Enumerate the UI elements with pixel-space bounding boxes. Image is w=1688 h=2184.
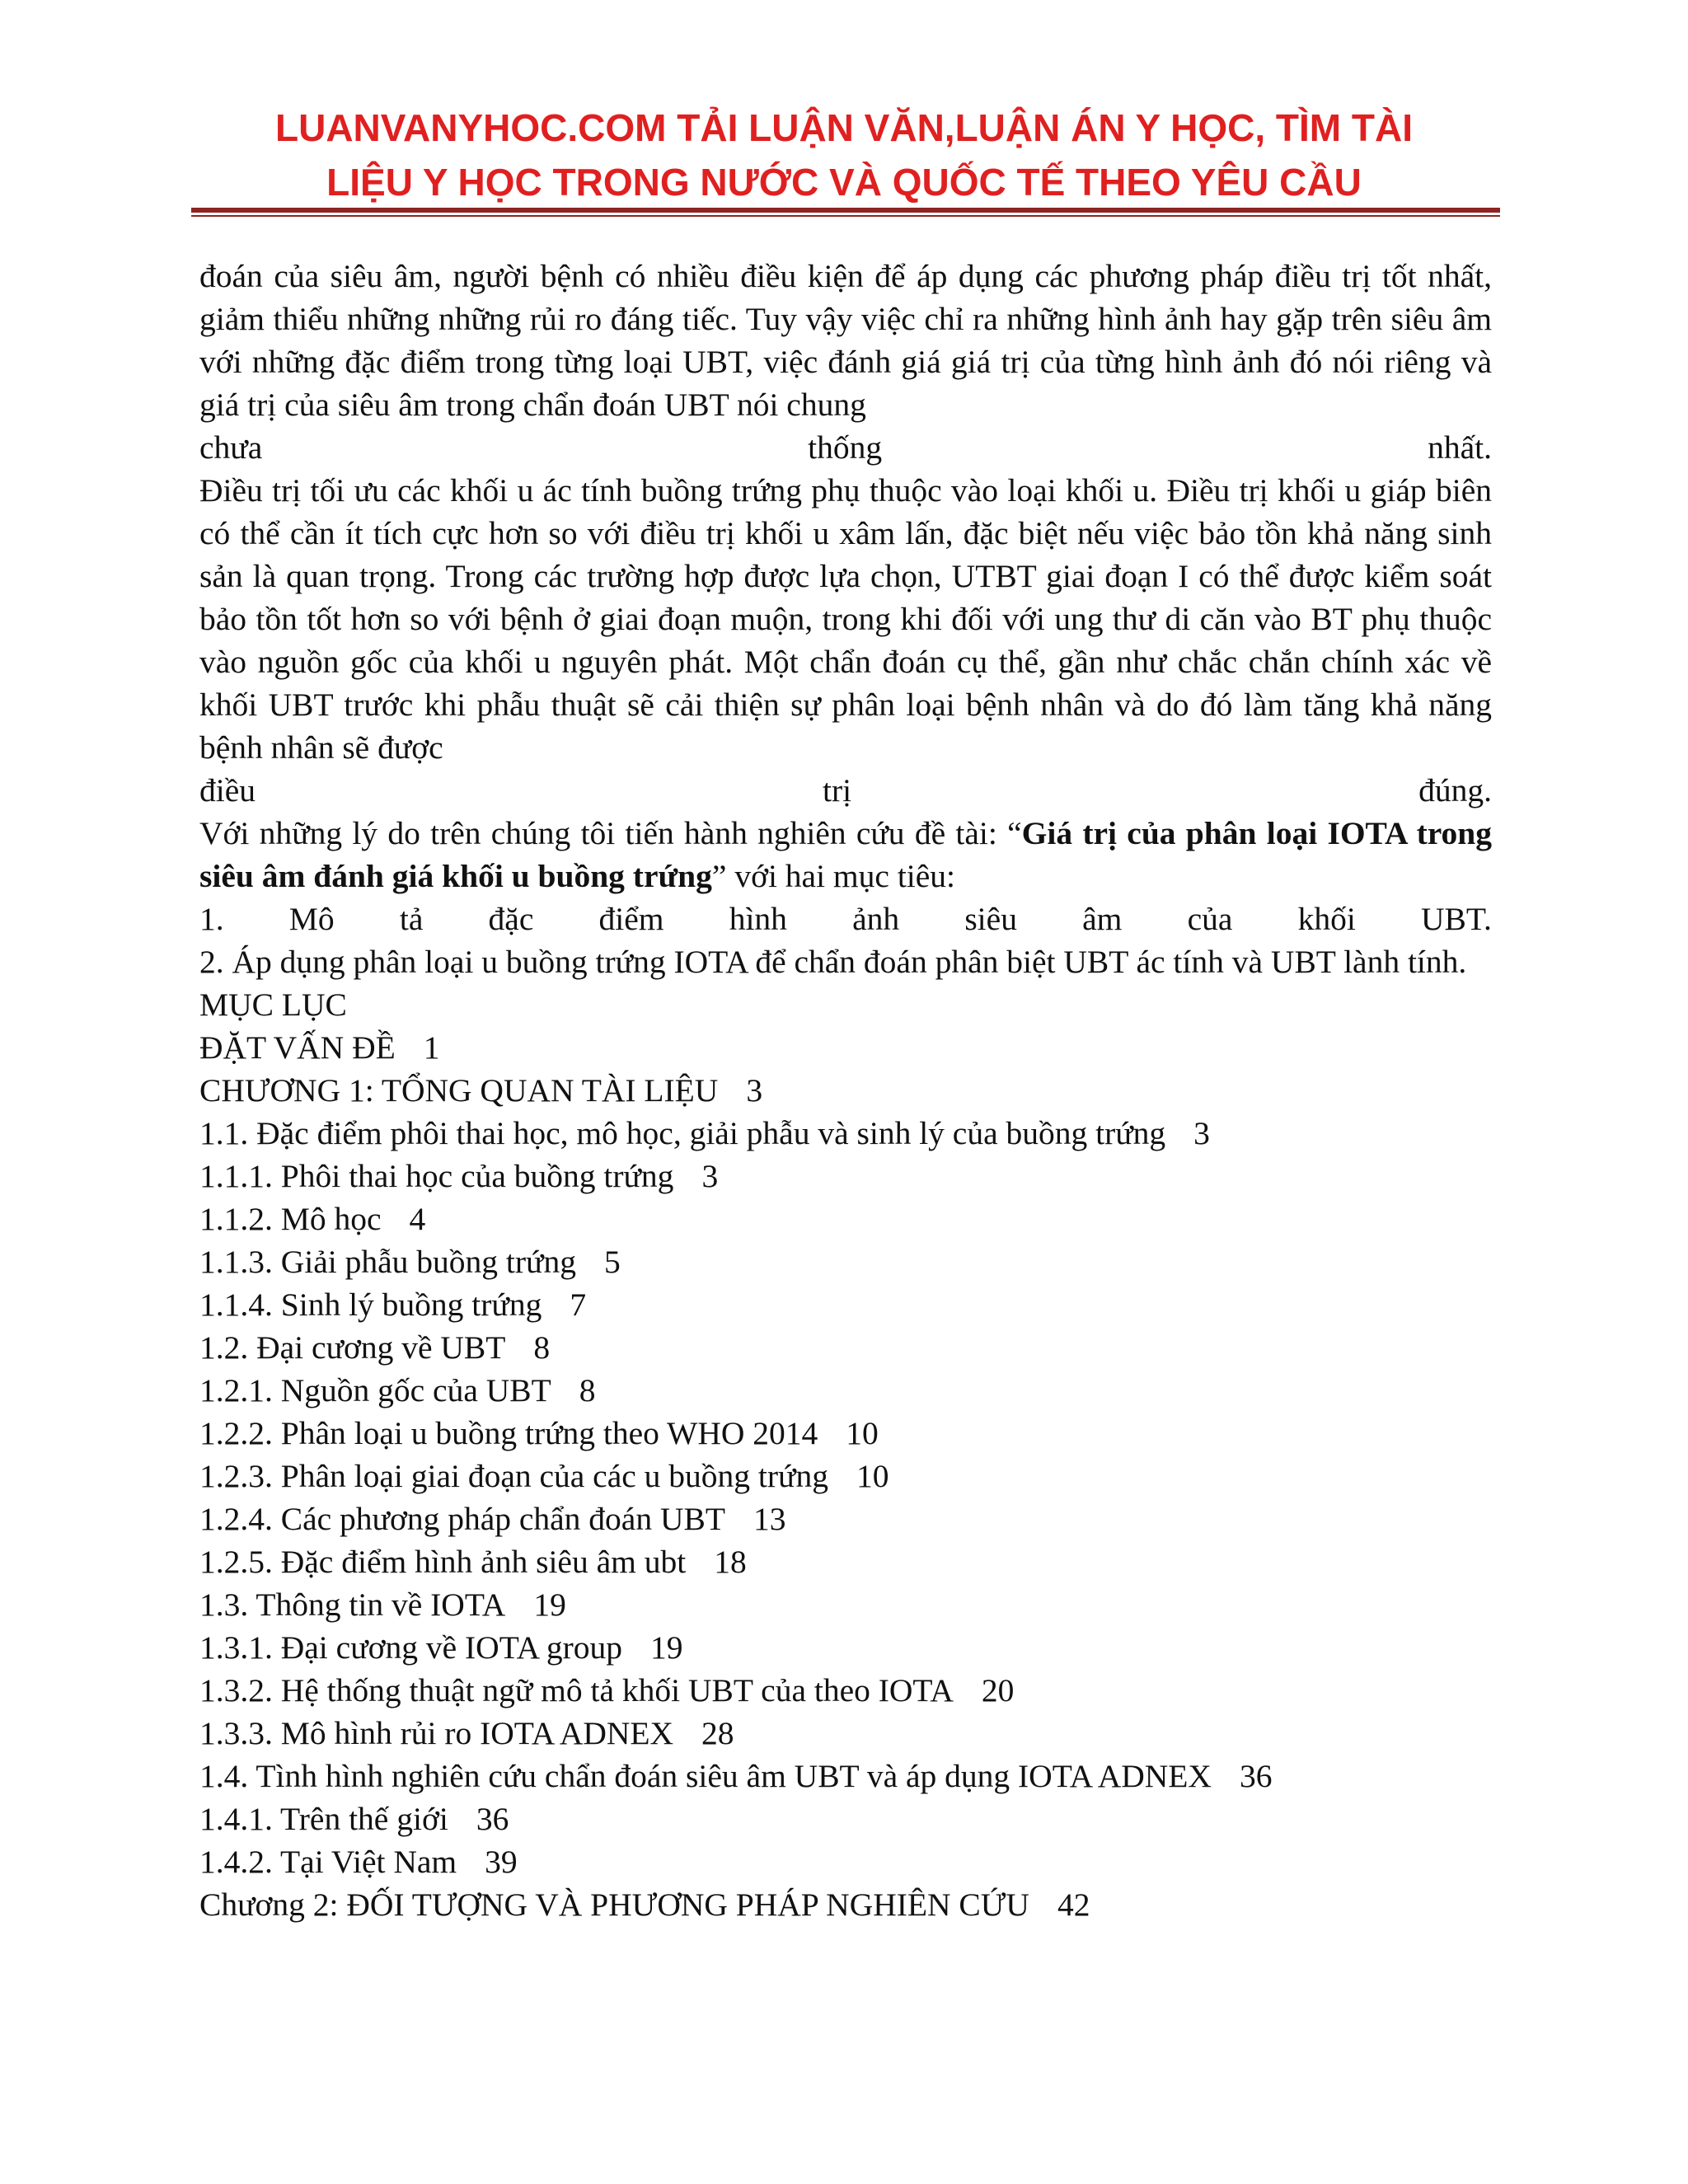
thesis-title: Giá trị của phân loại IOTA trong siêu âm đánh giá khối u buồng trứng [199,815,1493,894]
toc-entry-title: 1.3.2. Hệ thống thuật ngữ mô tả khối UBT của theo IOTA [199,1672,954,1708]
toc-entry-page: 3 [746,1072,763,1108]
word: của [1187,901,1233,937]
toc-entry-page: 7 [570,1286,587,1323]
word: trị [823,772,852,808]
toc-entry[interactable] [199,1026,1492,1069]
toc-entry-title: 1.4. Tình hình nghiên cứu chẩn đoán siêu âm UBT và áp dụng IOTA ADNEX [199,1758,1212,1794]
header-divider-thin [191,215,1500,217]
toc-entry-title: 1.2.4. Các phương pháp chẩn đoán UBT [199,1501,725,1537]
objective-1 [199,898,1492,940]
toc-entry-title: 1.1.4. Sinh lý buồng trứng [199,1286,542,1323]
toc-entry-page: 8 [579,1372,596,1408]
toc-list [199,1026,1492,1926]
toc-entry[interactable] [199,1583,1492,1626]
toc-entry-page: 3 [701,1158,719,1194]
toc-entry-page: 8 [533,1329,551,1366]
toc-entry-title: 1.1.1. Phôi thai học của buồng trứng [199,1158,674,1194]
word: đúng. [1418,772,1492,808]
paragraph-1-last-line [199,426,1492,469]
topic-suffix: ” với hai mục tiêu: [711,858,956,894]
toc-entry-title: ĐẶT VẤN ĐỀ [199,1029,396,1066]
toc-entry[interactable] [199,1669,1492,1712]
toc-entry-title: 1.2.3. Phân loại giai đoạn của các u buồng trứng [199,1458,828,1494]
toc-entry[interactable] [199,1369,1492,1412]
toc-entry-page: 3 [1193,1115,1210,1151]
header-line-2: LIỆU Y HỌC TRONG NƯỚC VÀ QUỐC TẾ THEO YÊU CẦU [326,161,1362,204]
toc-entry-title: 1.2.5. Đặc điểm hình ảnh siêu âm ubt [199,1544,687,1580]
toc-entry[interactable] [199,1797,1492,1840]
toc-entry[interactable] [199,1412,1492,1455]
toc-entry[interactable] [199,1283,1492,1326]
toc-entry-page: 13 [753,1501,786,1537]
toc-entry-page: 19 [650,1629,683,1666]
word: nhất. [1428,429,1492,466]
toc-entry[interactable] [199,1883,1492,1926]
word: siêu [964,901,1017,937]
toc-entry-title: 1.3. Thông tin về IOTA [199,1586,506,1623]
toc-entry-page: 19 [533,1586,566,1623]
word: chưa [199,429,263,466]
word: ảnh [852,901,900,937]
toc-entry-page: 36 [476,1801,509,1837]
toc-heading: MỤC LỤC [199,987,347,1023]
toc-entry[interactable] [199,1540,1492,1583]
toc-entry-page: 28 [701,1715,734,1751]
toc-entry[interactable] [199,1755,1492,1797]
word: khối [1297,901,1356,937]
toc-entry-page: 4 [409,1201,426,1237]
toc-entry[interactable] [199,1626,1492,1669]
toc-entry[interactable] [199,1112,1492,1155]
document-body [199,255,1492,1926]
word: đặc [488,901,534,937]
toc-entry[interactable] [199,1326,1492,1369]
toc-entry[interactable] [199,1155,1492,1197]
objective-2: 2. Áp dụng phân loại u buồng trứng IOTA để chẩn đoán phân biệt UBT ác tính và UBT lành tính. [199,944,1467,980]
topic-prefix: Với những lý do trên chúng tôi tiến hành nghiên cứu đề tài: “ [199,815,1022,851]
word: Mô [288,901,335,937]
toc-entry-title: 1.4.2. Tại Việt Nam [199,1844,457,1880]
toc-entry[interactable] [199,1840,1492,1883]
word: 1. [199,901,224,937]
word: âm [1082,901,1123,937]
paragraph-ultrasound-diagnosis: đoán của siêu âm, người bệnh có nhiều điều kiện để áp dụng các phương pháp điều trị tốt nhất, giảm thiểu những những rủi ro đáng tiếc. Tuy vậy việc chỉ ra những hình ảnh hay gặp trên siêu âm với những đặc điểm trong từng loại UBT, việc đánh giá giá trị của từng hình ảnh đó nói riêng và giá trị của siêu âm trong chẩn đoán UBT nói chung [199,258,1492,423]
word: hình [729,901,787,937]
header-divider [191,208,1500,213]
word: thống [808,429,883,466]
toc-entry-page: 18 [714,1544,747,1580]
toc-entry-title: 1.4.1. Trên thế giới [199,1801,448,1837]
toc-entry-title: CHƯƠNG 1: TỔNG QUAN TÀI LIỆU [199,1072,719,1108]
toc-entry[interactable] [199,1069,1492,1112]
toc-entry-page: 1 [423,1029,440,1066]
paragraph-2-last-line [199,769,1492,812]
toc-entry-page: 42 [1057,1886,1090,1923]
word: tả [399,901,424,937]
toc-entry-title: 1.2.2. Phân loại u buồng trứng theo WHO 2014 [199,1415,818,1451]
toc-entry-title: 1.3.3. Mô hình rủi ro IOTA ADNEX [199,1715,674,1751]
toc-entry-page: 5 [603,1244,621,1280]
toc-entry-title: 1.2.1. Nguồn gốc của UBT [199,1372,551,1408]
toc-entry[interactable] [199,1712,1492,1755]
site-header [195,101,1493,209]
toc-entry-title: 1.3.1. Đại cương về IOTA group [199,1629,623,1666]
toc-entry[interactable] [199,1197,1492,1240]
toc-entry[interactable] [199,1497,1492,1540]
word: điểm [598,901,664,937]
toc-entry-page: 39 [485,1844,518,1880]
toc-entry-page: 20 [981,1672,1015,1708]
paragraph-research-topic [199,812,1492,898]
toc-entry-title: 1.1. Đặc điểm phôi thai học, mô học, giải phẫu và sinh lý của buồng trứng [199,1115,1166,1151]
toc-entry-title: 1.2. Đại cương về UBT [199,1329,506,1366]
table-of-contents [199,983,1492,1926]
header-line-1: LUANVANYHOC.COM TẢI LUẬN VĂN,LUẬN ÁN Y HỌC, TÌM TÀI [275,106,1413,149]
toc-entry-title: 1.1.3. Giải phẫu buồng trứng [199,1244,576,1280]
toc-entry[interactable] [199,1455,1492,1497]
toc-entry-title: Chương 2: ĐỐI TƯỢNG VÀ PHƯƠNG PHÁP NGHIÊN CỨU [199,1886,1029,1923]
toc-entry-title: 1.1.2. Mô học [199,1201,382,1237]
paragraph-treatment: Điều trị tối ưu các khối u ác tính buồng trứng phụ thuộc vào loại khối u. Điều trị khối u giáp biên có thể cần ít tích cực hơn so với điều trị khối u xâm lấn, đặc biệt nếu việc bảo tồn khả năng sinh sản là quan trọng. Trong các trường hợp được lựa chọn, UTBT giai đoạn I có thể được kiểm soát bảo tồn tốt hơn so với bệnh ở giai đoạn muộn, trong khi đối với ung thư di căn vào BT phụ thuộc vào nguồn gốc của khối u nguyên phát. Một chẩn đoán cụ thể, gần như chắc chắn chính xác về khối UBT trước khi phẫu thuật sẽ cải thiện sự phân loại bệnh nhân và do đó làm tăng khả năng bệnh nhân sẽ được [199,472,1492,766]
word: UBT. [1420,901,1492,937]
toc-entry-page: 36 [1239,1758,1273,1794]
toc-entry-page: 10 [846,1415,879,1451]
word: điều [199,772,256,808]
toc-entry-page: 10 [856,1458,889,1494]
toc-entry[interactable] [199,1240,1492,1283]
